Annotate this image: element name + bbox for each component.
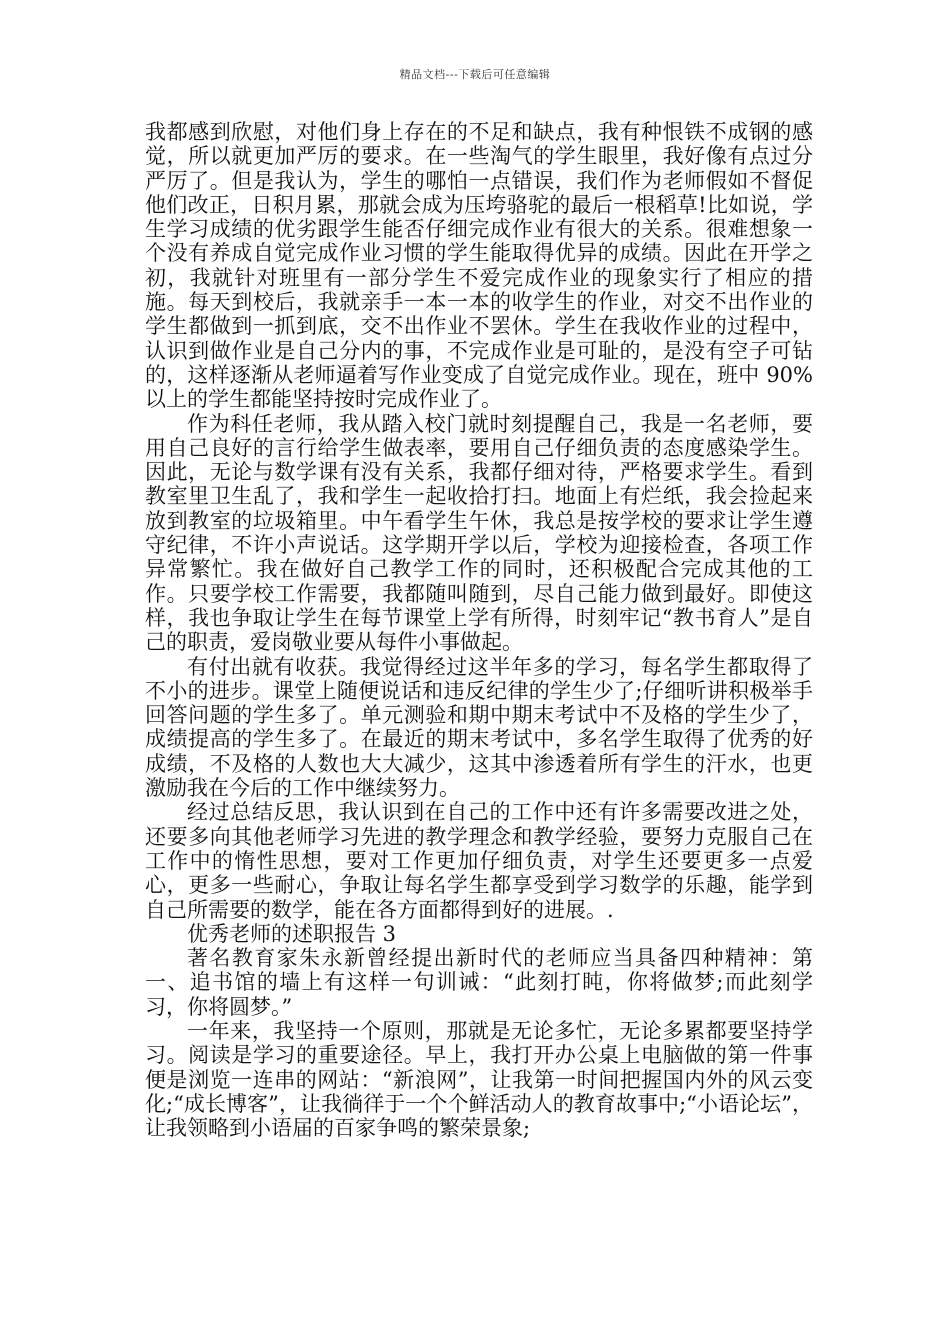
paragraph-2: 作为科任老师，我从踏入校门就时刻提醒自己，我是一名老师，要用自己良好的言行给学生做表率，要用自己仔细负责的态度感染学生。因此，无论与数学课有没有关系，我都仔细对待，严格要求学生。看到教室里卫生乱了，我和学生一起收拾打扫。地面上有烂纸，我会捡起来放到教室的垃圾箱里。中午看学生午休，我总是按学校的要求让学生遵守纪律，不许小声说话。这学期开学以后，学校为迎接检查，各项工作异常繁忙。我在做好自己教学工作的同时，还积极配合完成其他的工作。只要学校工作需要，我都随叫随到，尽自己能力做到最好。即使这样，我也争取让学生在每节课堂上学有所得，时刻牢记“教书育人”是自己的职责，爱岗敬业要从每件小事做起。 [145,411,813,655]
document-body [145,120,813,1140]
paragraph-5: 著名教育家朱永新曾经提出新时代的老师应当具备四种精神：第一、追书馆的墙上有这样一句训诫：“此刻打盹，你将做梦;而此刻学习，你将圆梦。” [145,946,813,1019]
paragraph-3: 有付出就有收获。我觉得经过这半年多的学习，每名学生都取得了不小的进步。课堂上随便说话和违反纪律的学生少了;仔细听讲积极举手回答问题的学生多了。单元测验和期中期末考试中不及格的学生少了，成绩提高的学生多了。在最近的期末考试中，多名学生取得了优秀的好成绩，不及格的人数也大大减少，这其中渗透着所有学生的汗水，也更激励我在今后的工作中继续努力。 [145,654,813,801]
section-heading: 优秀老师的述职报告 3 [187,921,397,946]
paragraph-6: 一年来，我坚持一个原则，那就是无论多忙，无论多累都要坚持学习。阅读是学习的重要途径。早上，我打开办公桌上电脑做的第一件事便是浏览一连串的网站：“新浪网”，让我第一时间把握国内外的风云变化;“成长博客”，让我徜徉于一个个鲜活动人的教育故事中;“小语论坛”，让我领略到小语届的百家争鸣的繁荣景象; [145,1018,813,1141]
paragraph-4: 经过总结反思，我认识到在自己的工作中还有许多需要改进之处，还要多向其他老师学习先进的教学理念和教学经验，要努力克服自己在工作中的惰性思想，要对工作更加仔细负责，对学生还要更多一点爱心，更多一些耐心，争取让每名学生都享受到学习数学的乐趣，能学到自己所需要的数学，能在各方面都得到好的进展。. [145,800,813,922]
paragraph-1: 我都感到欣慰，对他们身上存在的不足和缺点，我有种恨铁不成钢的感觉，所以就更加严厉的要求。在一些淘气的学生眼里，我好像有点过分严厉了。但是我认为，学生的哪怕一点错误，我们作为老师假如不督促他们改正，日积月累，那就会成为压垮骆驼的最后一根稻草!比如说，学生学习成绩的优劣跟学生能否仔细完成作业有很大的关系。很难想象一个没有养成自觉完成作业习惯的学生能取得优异的成绩。因此在开学之初，我就针对班里有一部分学生不爱完成作业的现象实行了相应的措施。每天到校后，我就亲手一本一本的收学生的作业，对交不出作业的学生都做到一抓到底，交不出作业不罢休。学生在我收作业的过程中，认识到做作业是自己分内的事，不完成作业是可耻的，是没有空子可钻的，这样逐渐从老师逼着写作业变成了自觉完成作业。现在，班中 90%以上的学生都能坚持按时完成作业了。 [145,120,813,412]
page-header: 精品文档---下载后可任意编辑 [399,68,551,81]
